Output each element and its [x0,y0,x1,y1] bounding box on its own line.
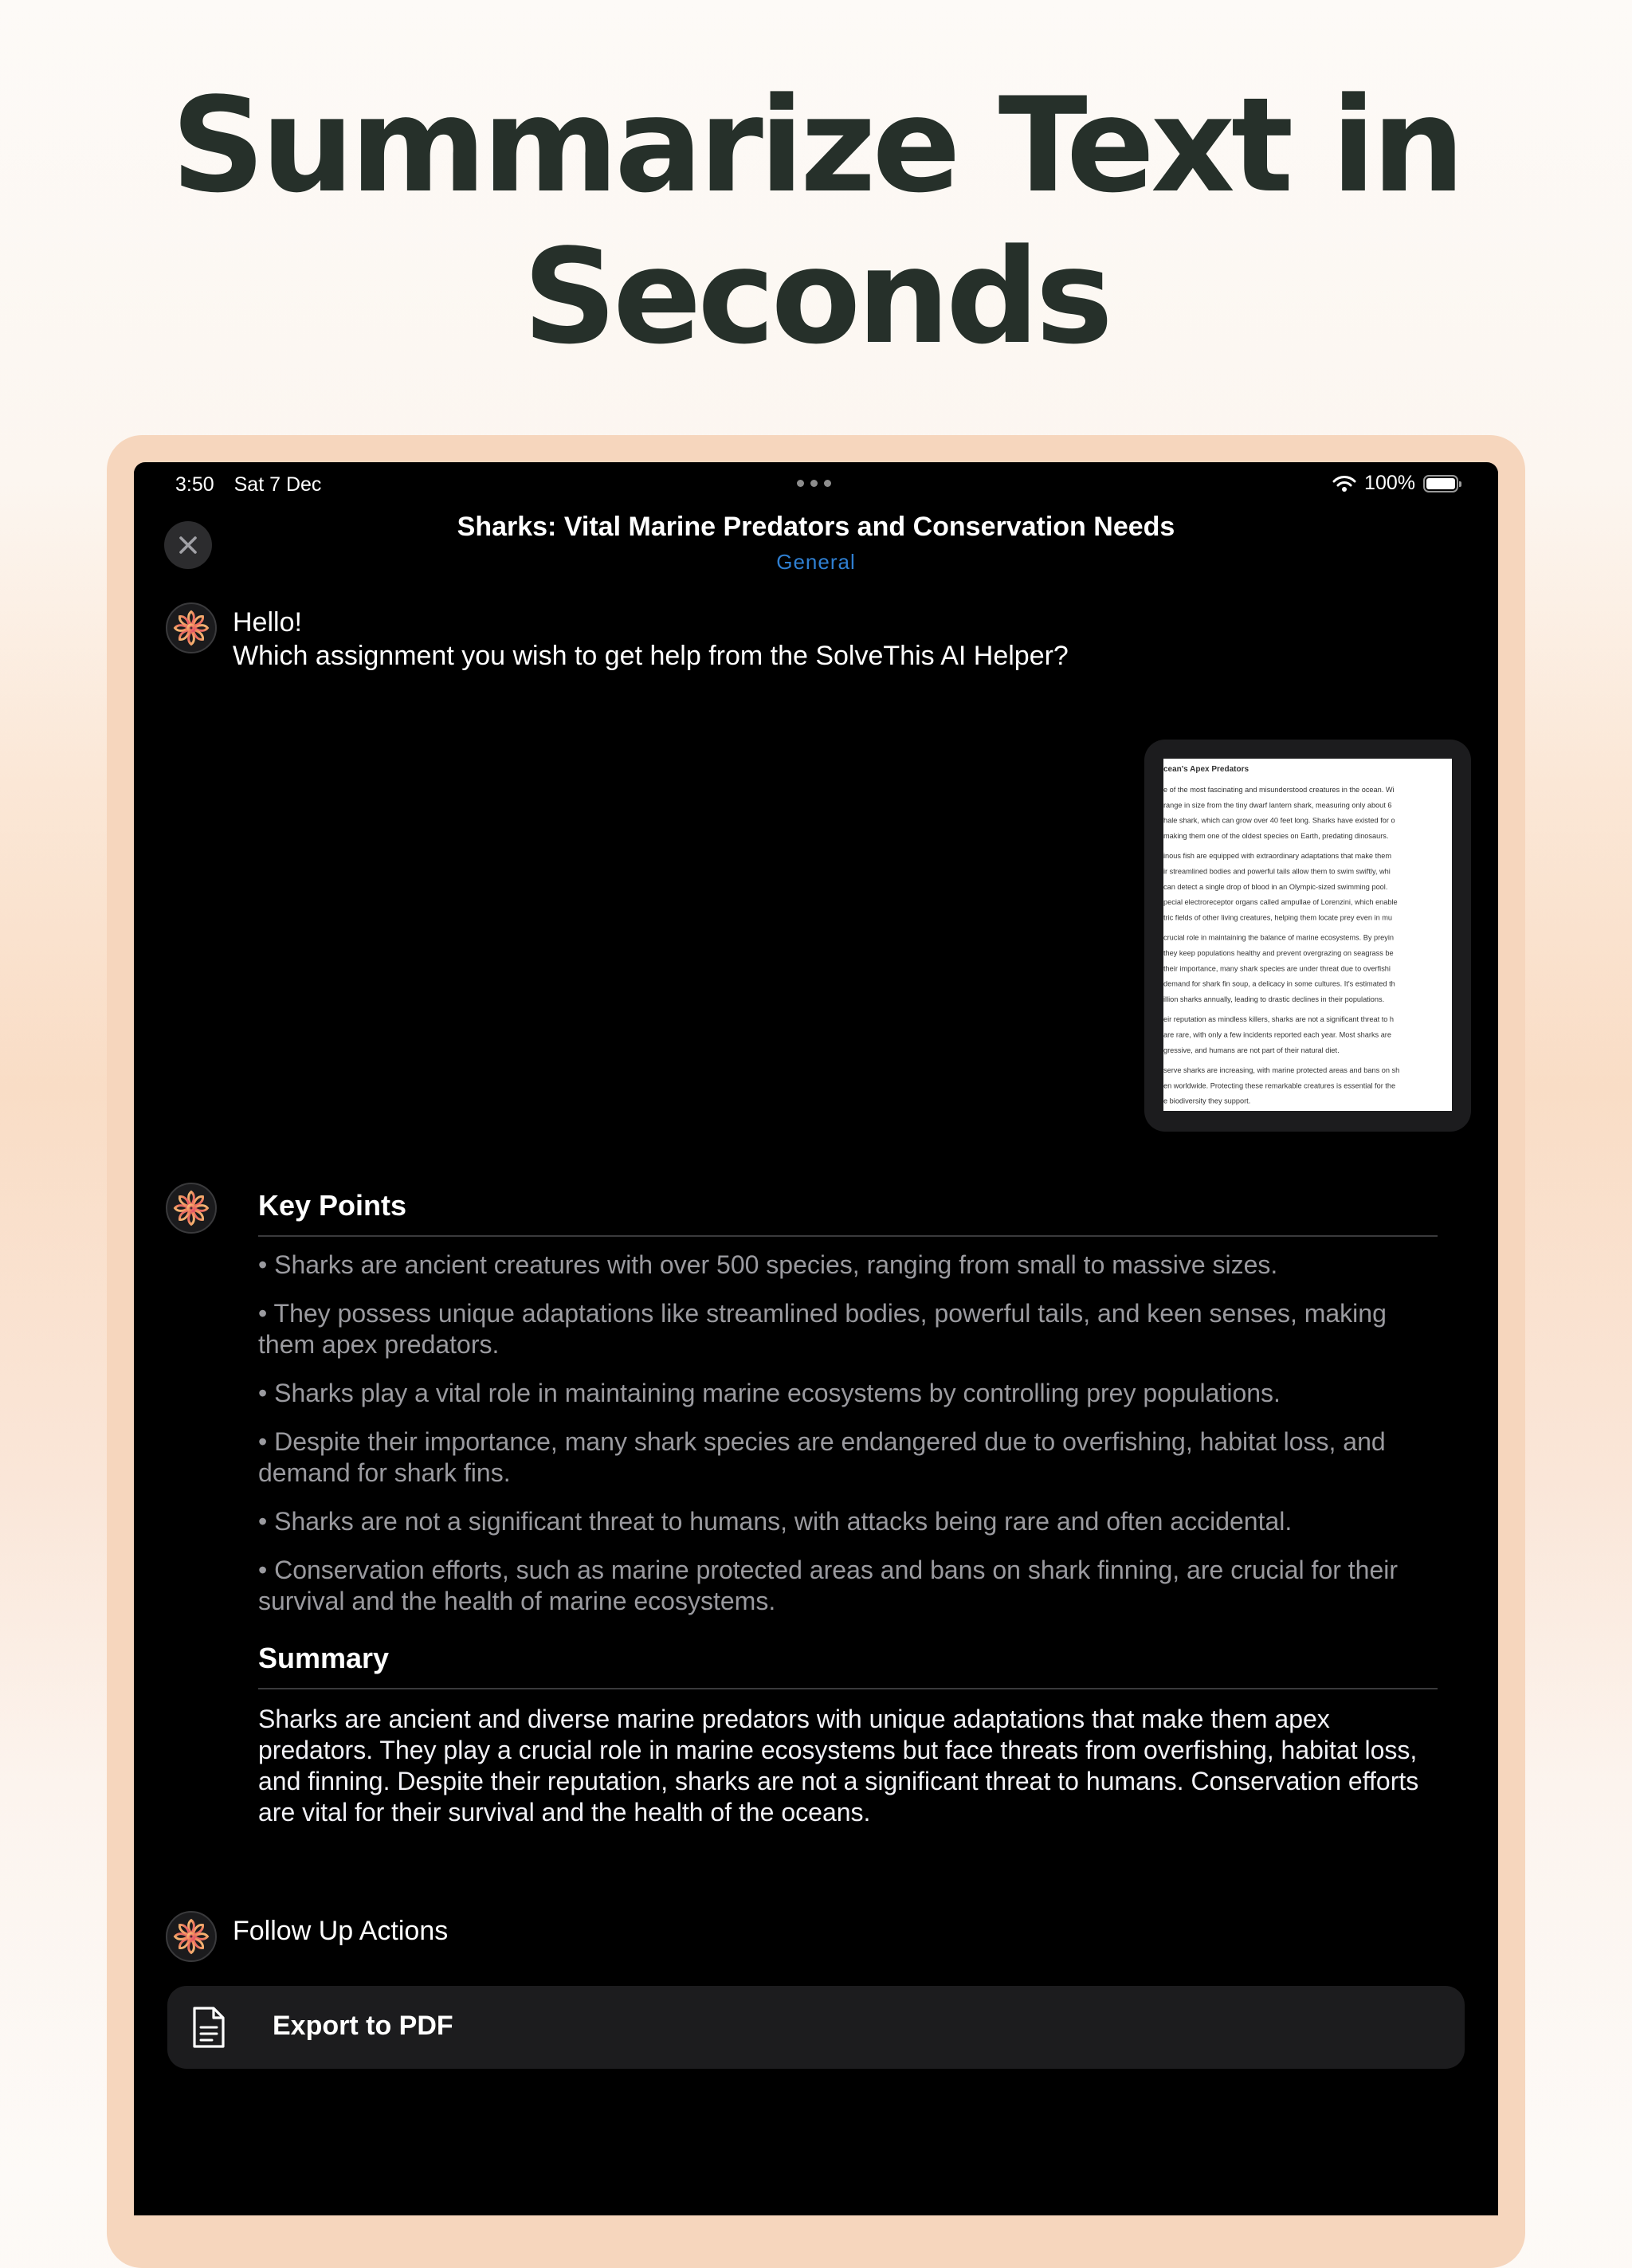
battery-percent: 100% [1364,472,1415,494]
attachment-line: gressive, and humans are not part of their natural diet. [1163,1046,1340,1054]
export-pdf-button[interactable] [167,1986,1465,2069]
attachment-line: serve sharks are increasing, with marine protected areas and bans on sh [1163,1066,1400,1075]
greeting-line-1: Hello! [233,607,302,638]
headline-line-2: Seconds [523,221,1109,373]
attachment-line: ir streamlined bodies and powerful tails allow them to swim swiftly, whi [1163,867,1391,876]
status-left [175,473,321,496]
document-icon [191,2005,226,2050]
attachment-line: demand for shark fin soup, a delicacy in some cultures. It's estimated th [1163,979,1395,988]
attachment-line: illion sharks annually, leading to drastic declines in their populations. [1163,995,1385,1003]
attachment-line: inous fish are equipped with extraordinary adaptations that make them [1163,852,1392,861]
divider [258,1688,1438,1689]
summary-text: Sharks are ancient and diverse marine predators with unique adaptations that make them apex predators. They play a crucial role in marine ecosystems but face threats from overfishing, habitat loss, and finning. Despite their reputation, sharks are not a significant threat to humans. Conservation efforts are vital for their survival and the health of the oceans. [258,1705,1419,1827]
key-point-item: • Conservation efforts, such as marine protected areas and bans on shark finning, are crucial for their survival and the health of marine ecosystems. [258,1556,1399,1615]
divider [258,1235,1438,1237]
assistant-avatar [166,602,217,653]
flower-logo-icon [171,1917,211,1956]
key-point-item: • Despite their importance, many shark species are endangered due to overfishing, habitat loss, and demand for shark fins. [258,1427,1386,1487]
attachment-line: they keep populations healthy and prevent overgrazing on seagrass be [1163,949,1394,957]
attachment-line: crucial role in maintaining the balance of marine ecosystems. By preyin [1163,933,1395,942]
attachment-heading: cean's Apex Predators [1163,765,1250,774]
flower-logo-icon [171,608,211,648]
attachment-thumbnail [1163,759,1452,1111]
key-point-item: • They possess unique adaptations like streamlined bodies, powerful tails, and keen senses, making them apex predators. [258,1299,1387,1359]
attachment-line: range in size from the tiny dwarf lantern shark, measuring only about 6 [1163,801,1392,810]
attachment-line: e biodiversity they support. [1163,1097,1251,1105]
headline [0,70,1632,373]
attachment-line: pecial electroreceptor organs called ampullae of Lorenzini, which enable [1163,898,1398,907]
attachment-line: eir reputation as mindless killers, sharks are not a significant threat to h [1163,1015,1395,1024]
category-label[interactable]: General [776,550,856,574]
attachment-line: can detect a single drop of blood in an Olympic-sized swimming pool. [1163,882,1388,891]
app-screen [134,462,1498,2215]
attachment-line: their importance, many shark species are under threat due to overfishi [1163,964,1391,973]
attachment-text [1163,760,1452,1111]
battery-icon [1423,475,1458,492]
status-bar [134,462,1498,502]
key-point-item: • Sharks are ancient creatures with over 500 species, ranging from small to massive sizes. [258,1250,1278,1279]
attachment-line: tric fields of other living creatures, helping them locate prey even in mu [1163,913,1392,922]
status-date: Sat 7 Dec [233,473,322,496]
status-time: 3:50 [175,473,214,496]
greeting-line-2: Which assignment you wish to get help from the SolveThis AI Helper? [233,641,1069,671]
attachment-line: en worldwide. Protecting these remarkable creatures is essential for the [1163,1081,1396,1090]
attachment-line: hale shark, which can grow over 40 feet long. Sharks have existed for o [1163,816,1395,825]
key-points-title: Key Points [258,1189,407,1222]
assistant-avatar [166,1183,217,1234]
headline-line-1: Summarize Text in [171,69,1461,222]
attachment-line: making them one of the oldest species on Earth, predating dinosaurs. [1163,831,1389,840]
multitasking-dots-icon[interactable] [797,480,831,487]
key-point-item: • Sharks play a vital role in maintaining marine ecosystems by controlling prey populations. [258,1379,1281,1407]
page-title: Sharks: Vital Marine Predators and Conservation Needs [457,512,1175,542]
export-pdf-label: Export to PDF [273,2011,453,2041]
attachment-card[interactable] [1144,740,1471,1132]
key-point-item: • Sharks are not a significant threat to humans, with attacks being rare and often accidental. [258,1507,1293,1536]
attachment-line: e of the most fascinating and misunderstood creatures in the ocean. Wi [1163,786,1395,794]
summary-title: Summary [258,1642,390,1674]
key-points-list [258,1250,1446,1634]
attachment-line: are rare, with only a few incidents reported each year. Most sharks are [1163,1030,1391,1039]
flower-logo-icon [171,1188,211,1228]
status-right [1332,472,1458,495]
follow-up-label: Follow Up Actions [233,1916,449,1946]
wifi-icon [1332,475,1356,492]
assistant-avatar [166,1911,217,1962]
assistant-greeting [233,606,1069,673]
